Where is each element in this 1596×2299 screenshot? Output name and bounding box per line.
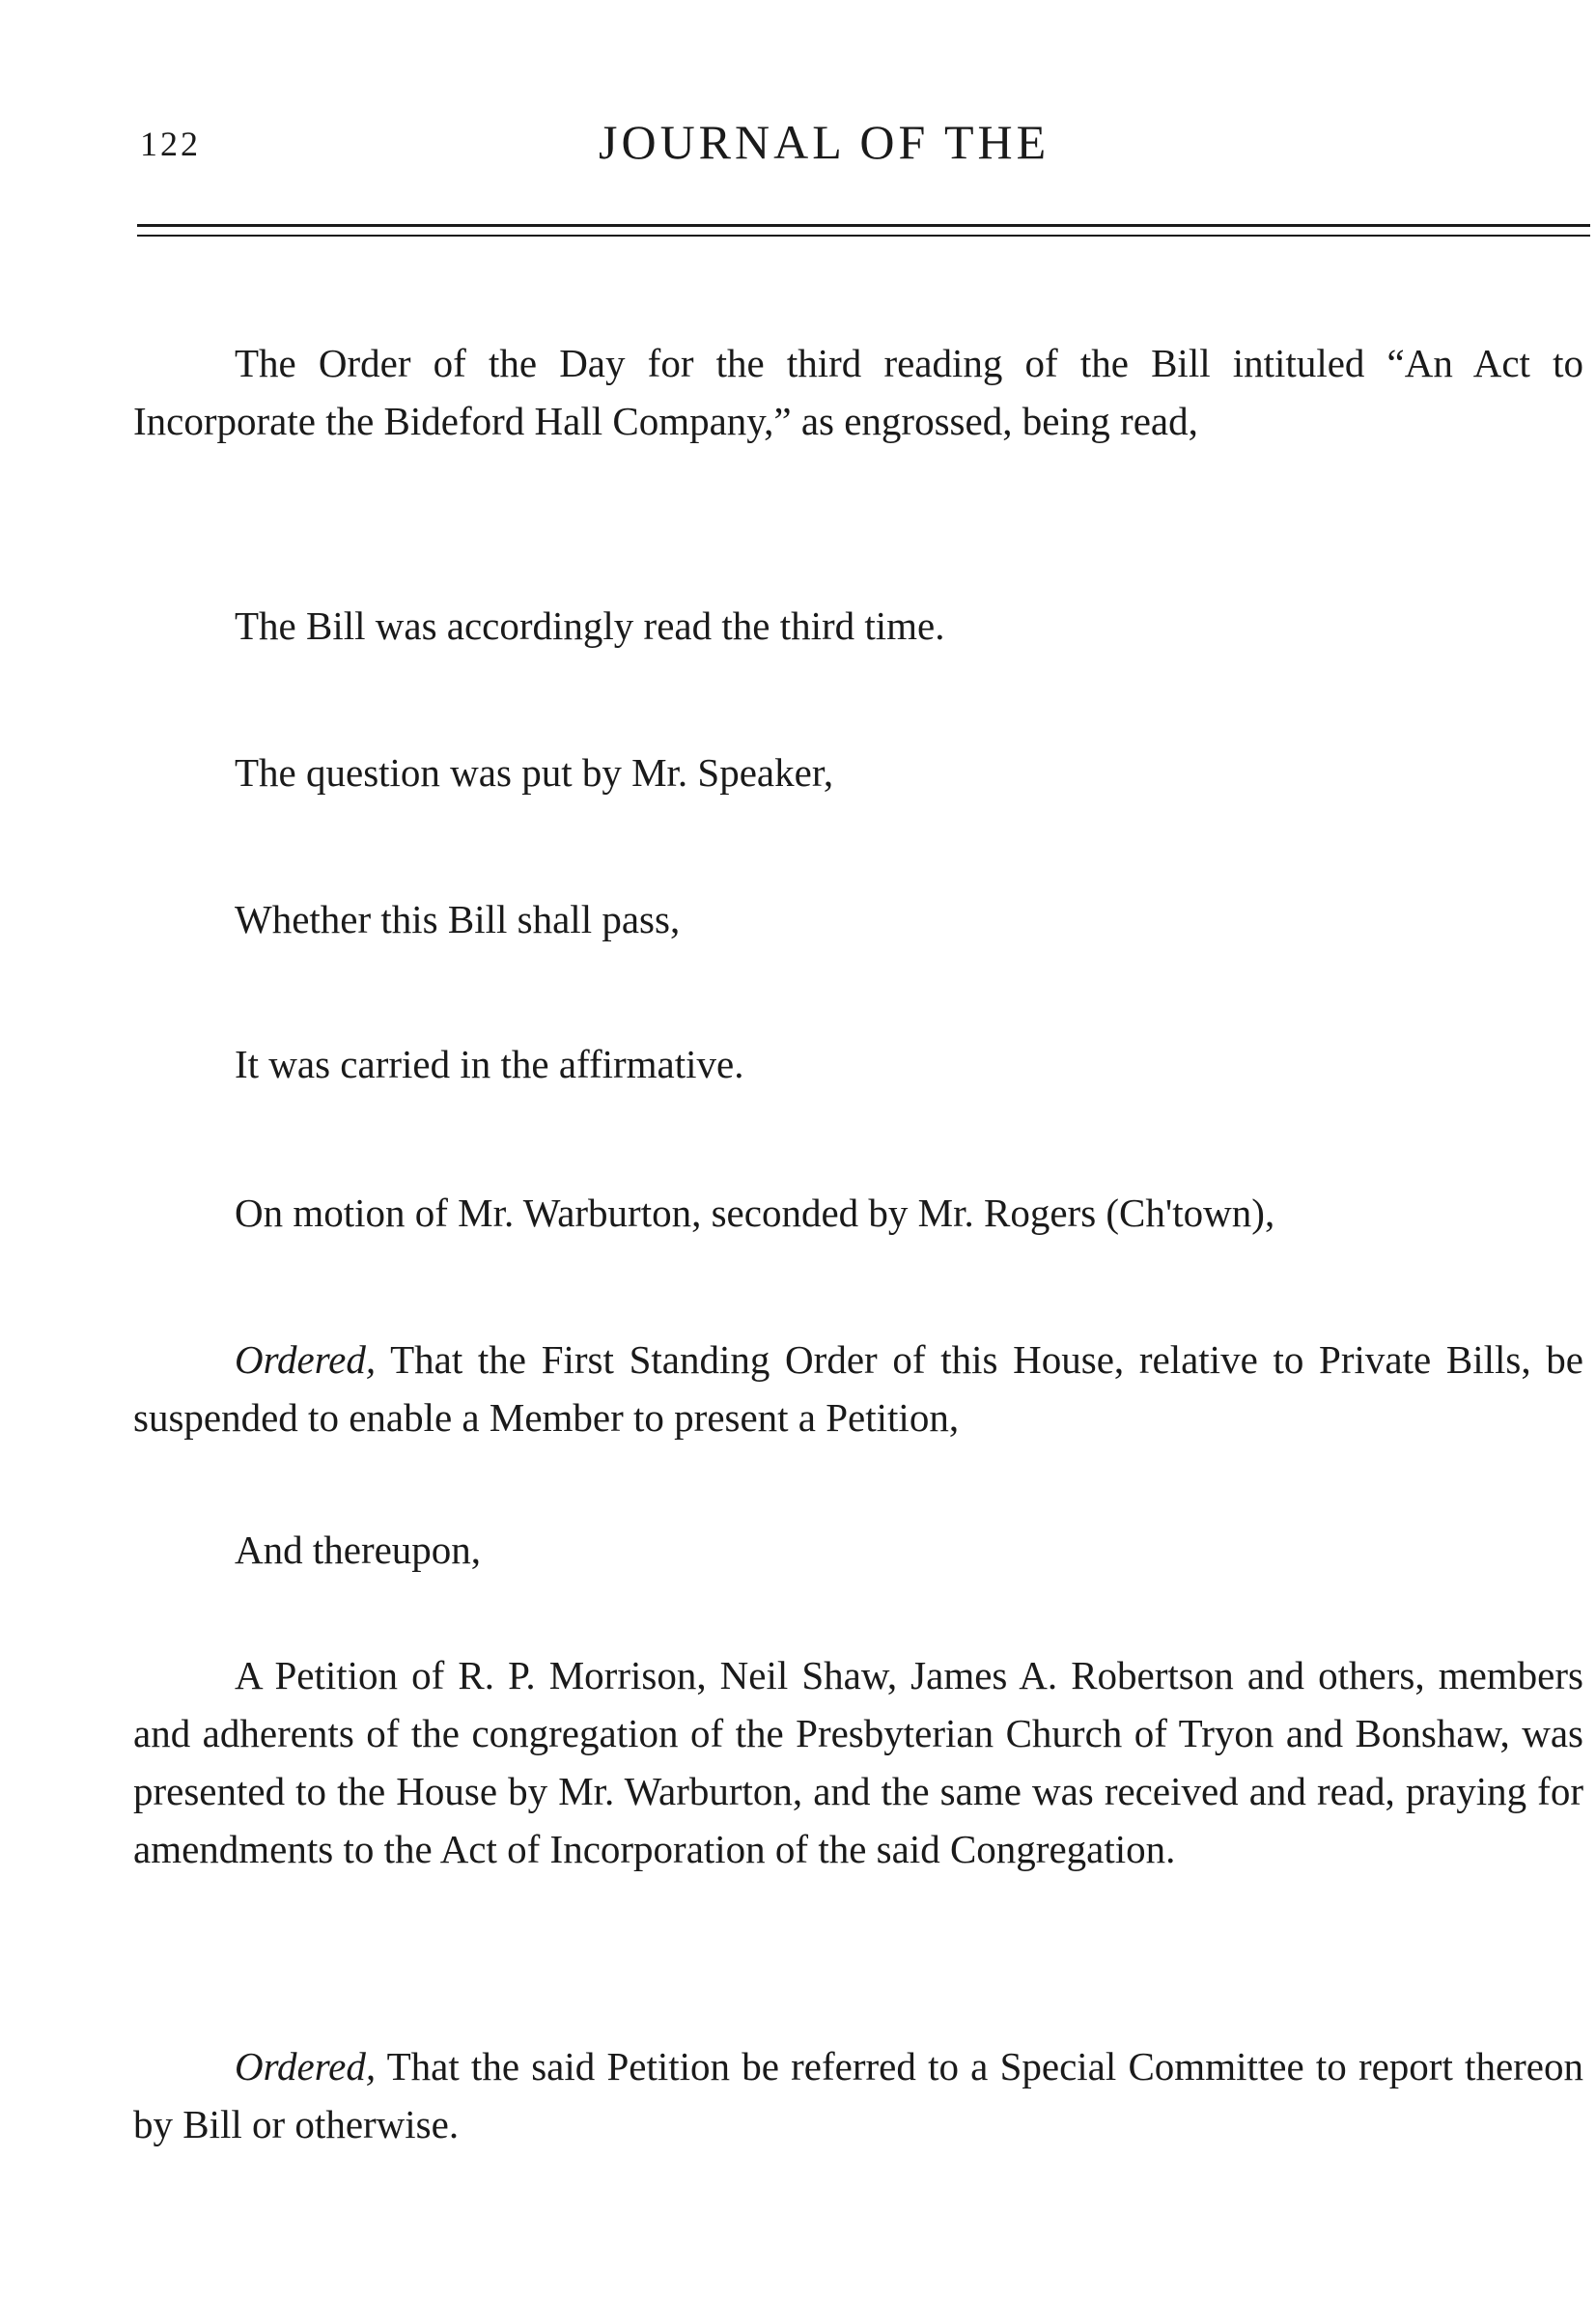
paragraph-ordered-suspend [133,1331,1583,1446]
paragraph-order-of-day: The Order of the Day for the third reading of the Bill intituled “An Act to Incorporate the Bideford Hall Company,” as engrossed, being read, [133,341,1583,443]
paragraph-carried: It was carried in the affirmative. [235,1042,744,1086]
paragraph-whether-pass: Whether this Bill shall pass, [235,897,681,941]
page-number: 122 [140,125,201,163]
paragraph-question-put: The question was put by Mr. Speaker, [235,750,834,795]
header-rule-top [137,224,1590,227]
paragraph-third-reading: The Bill was accordingly read the third time. [235,603,945,648]
ordered-text: That the First Standing Order of this House, relative to Private Bills, be suspended to enable a Member to present a Petition, [133,1337,1583,1440]
paragraph-ordered-committee [133,2037,1583,2153]
paragraph-thereupon: And thereupon, [235,1528,482,1572]
paragraph-petition: A Petition of R. P. Morrison, Neil Shaw, James A. Robertson and others, members and adherents of the congregation of the Presbyterian Church of Tryon and Bonshaw, was presented to the House by Mr. Warburton, and the same was received and read, praying for amendments to the Act of Incorporation of the said Congregation. [133,1653,1583,1871]
header-rule-bottom [137,235,1590,237]
ordered-lead: Ordered, [235,1337,377,1382]
ordered-text: That the said Petition be referred to a Special Committee to report thereon by Bill or otherwise. [133,2044,1583,2146]
paragraph-motion: On motion of Mr. Warburton, seconded by Mr. Rogers (Ch'town), [235,1191,1275,1235]
ordered-lead: Ordered, [235,2044,377,2089]
running-head: JOURNAL OF THE [599,115,1050,169]
